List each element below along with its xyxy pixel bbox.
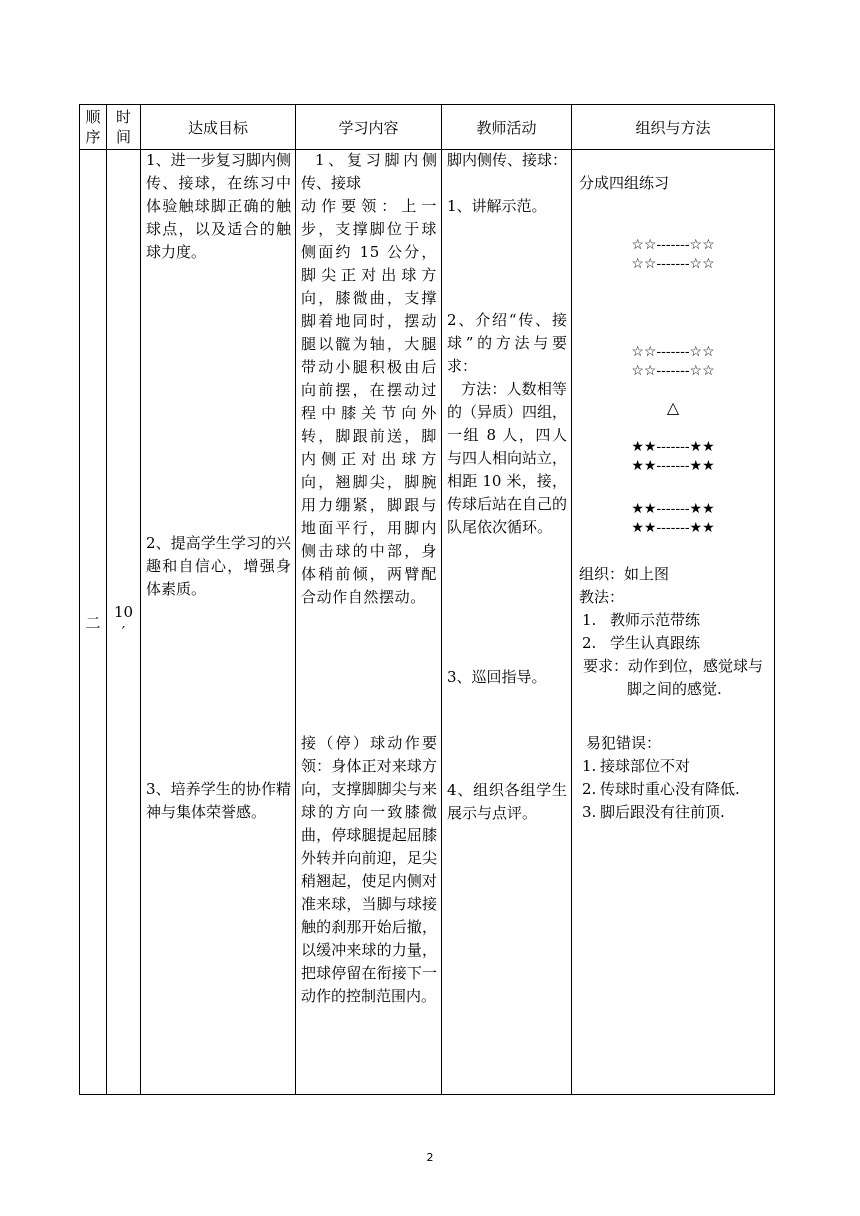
org-title: 分成四组练习 [579,174,670,192]
row-seq: 二 [80,150,107,1095]
list-item: 2. 学生认真跟练 [582,634,701,652]
teacher-cell [442,150,572,1095]
teacher-triangle-icon: △ [666,398,680,417]
org-cell [572,150,775,1095]
goal-1: 1、进一步复习脚内侧传、接球，在练习中体验触球脚正确的触球点，以及适合的触球力度。 [146,151,291,261]
goal-3: 3、培养学生的协作精神与集体荣誉感。 [146,780,291,821]
content-receive-essentials: 接（停）球动作要领：身体正对来球方向，支撑脚脚尖与来球的方向一致膝微曲，停球腿提起屈膝外转并向前迎，足尖稍翘起，使足内侧对准来球，当脚与球接触的刹那开始后撤，以缓冲来球的力量，把球停留在衔接下一动作的控制范围内。 [301,734,437,1005]
header-teacher: 教师活动 [442,105,572,150]
content-title: 1、复习脚内侧传、接球 [301,151,437,192]
teacher-step-2: 2、介绍“传、接球”的方法与要求： [447,311,567,375]
method-label: 教法： [579,588,625,606]
formation-row-black: ★★-------★★ [631,501,715,517]
content-cell [296,150,442,1095]
teacher-step-4: 4、组织各组学生展示与点评。 [447,781,567,822]
lesson-plan-table [79,104,775,1095]
formation-row-black: ★★-------★★ [631,439,715,455]
errors-label: 易犯错误： [586,734,662,752]
row-time: 10 ′ [107,150,141,1095]
header-goal: 达成目标 [141,105,296,150]
formation-row-white: ☆☆-------☆☆ [631,256,715,272]
teacher-intro: 脚内侧传、接球： [447,151,568,169]
formation-row-black: ★★-------★★ [631,458,715,474]
teacher-step-3: 3、巡回指导。 [447,668,547,686]
header-seq: 顺 序 [80,105,107,150]
teacher-step-1: 1、讲解示范。 [447,197,547,215]
table-row [80,150,775,1095]
header-time: 时 间 [107,105,141,150]
page-number: 2 [426,1151,434,1164]
method-list [576,609,770,655]
header-org: 组织与方法 [572,105,775,150]
teacher-method: 方法：人数相等的（异质）四组，一组 8 人，四人与四人相向站立，相距 10 米，接，传球后站在自己的队尾依次循环。 [447,380,568,536]
goals-cell [141,150,296,1095]
list-item: 1. 接球部位不对 [582,757,691,775]
list-item: 3. 脚后跟没有往前顶. [582,803,725,821]
formation-row-white: ☆☆-------☆☆ [631,344,715,360]
formation-row-white: ☆☆-------☆☆ [631,363,715,379]
requirement: 要求： 动作到位，感觉球与脚之间的感觉. [583,657,764,698]
formation-row-black: ★★-------★★ [631,520,715,536]
list-item: 1. 教师示范带练 [582,611,701,629]
header-content: 学习内容 [296,105,442,150]
goal-2: 2、提高学生学习的兴趣和自信心，增强身体素质。 [146,534,291,598]
formation-row-white: ☆☆-------☆☆ [631,237,715,253]
errors-list [576,755,760,824]
table-header-row [80,105,775,150]
list-item: 2. 传球时重心没有降低. [582,780,740,798]
content-pass-essentials: 动作要领：上一步，支撑脚位于球侧面约 15 公分，脚尖正对出球方向，膝微曲，支撑脚着地同时，摆动腿以髋为轴，大腿带动小腿积极由后向前摆，在摆动过程中膝关节向外转，脚跟前送，脚内侧正对出球方向，翘脚尖，脚腕用力绷紧，脚跟与地面平行，用脚内侧击球的中部，身体稍前倾，两臂配合动作自然摆动。 [301,197,437,606]
org-label: 组织：如上图 [579,565,670,583]
